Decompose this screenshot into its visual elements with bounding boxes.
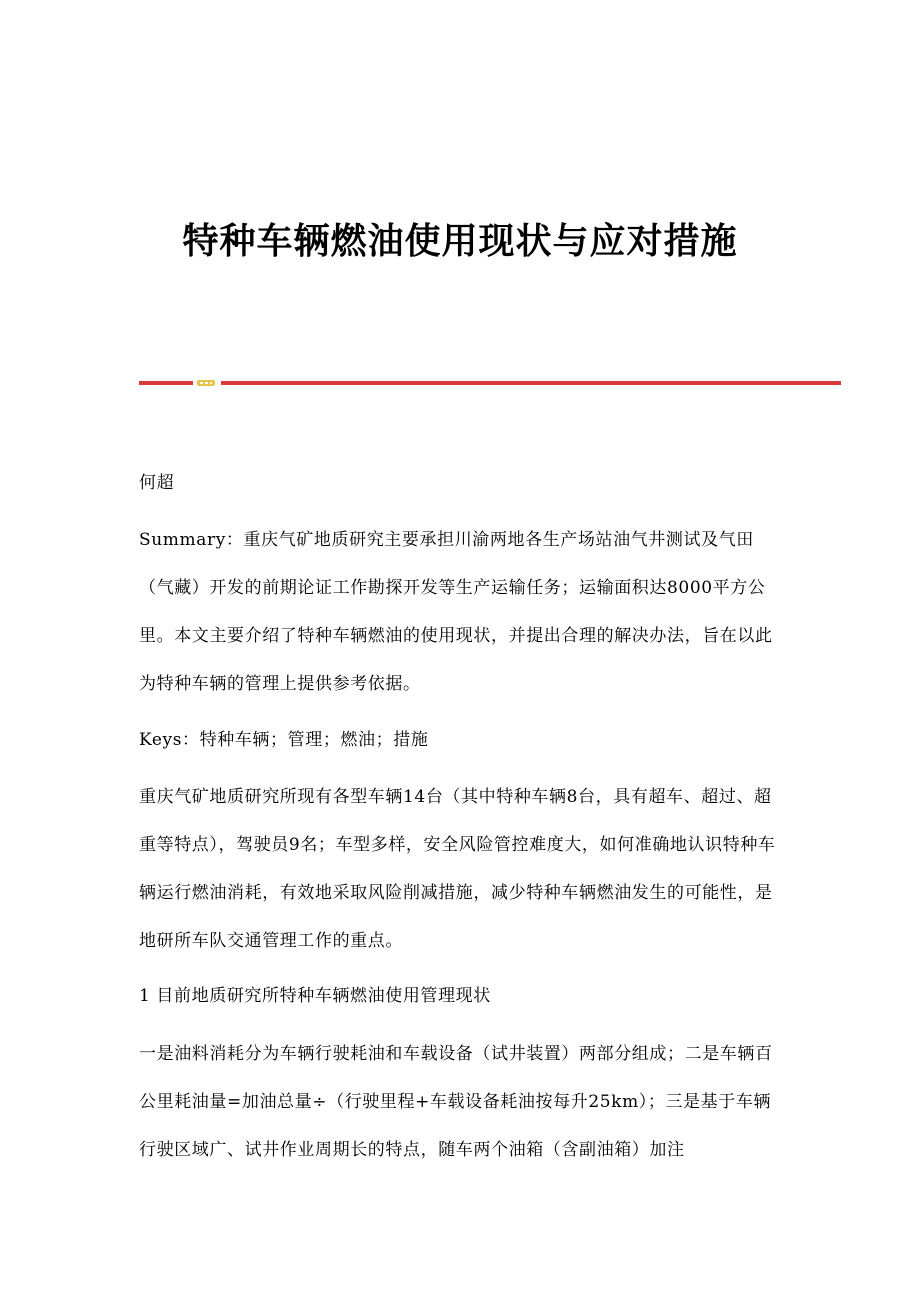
keywords-line: Keys：特种车辆；管理；燃油；措施 [139,730,429,750]
divider-bar-left [139,381,193,385]
section-heading: 1 目前地质研究所特种车辆燃油使用管理现状 [139,986,491,1006]
intro-paragraph: 重庆气矿地质研究所现有各型车辆14台（其中特种车辆8台，具有超车、超过、超重等特点），驾驶员9名；车型多样，安全风险管控难度大，如何准确地认识特种车辆运行燃油消耗，有效地采取风险削减措施，减少特种车辆燃油发生的可能性，是地研所车队交通管理工作的重点。 [139,787,776,951]
divider-bar-right [221,381,841,385]
body-paragraph: 一是油料消耗分为车辆行驶耗油和车载设备（试井装置）两部分组成；二是车辆百公里耗油量=加油总量÷（行驶里程+车载设备耗油按每升25km）；三是基于车辆行驶区域广、试井作业周期长的特点，随车两个油箱（含副油箱）加注 [139,1044,773,1160]
summary-paragraph: Summary：重庆气矿地质研究主要承担川渝两地各生产场站油气井测试及气田（气藏）开发的前期论证工作勘探开发等生产运输任务；运输面积达8000平方公里。本文主要介绍了特种车辆燃油的使用现状，并提出合理的解决办法，旨在以此为特种车辆的管理上提供参考依据。 [139,530,773,694]
document-title: 特种车辆燃油使用现状与应对措施 [182,221,738,262]
divider-ornament-icon [197,379,215,387]
author-name: 何超 [139,473,175,493]
title-divider [139,379,841,387]
